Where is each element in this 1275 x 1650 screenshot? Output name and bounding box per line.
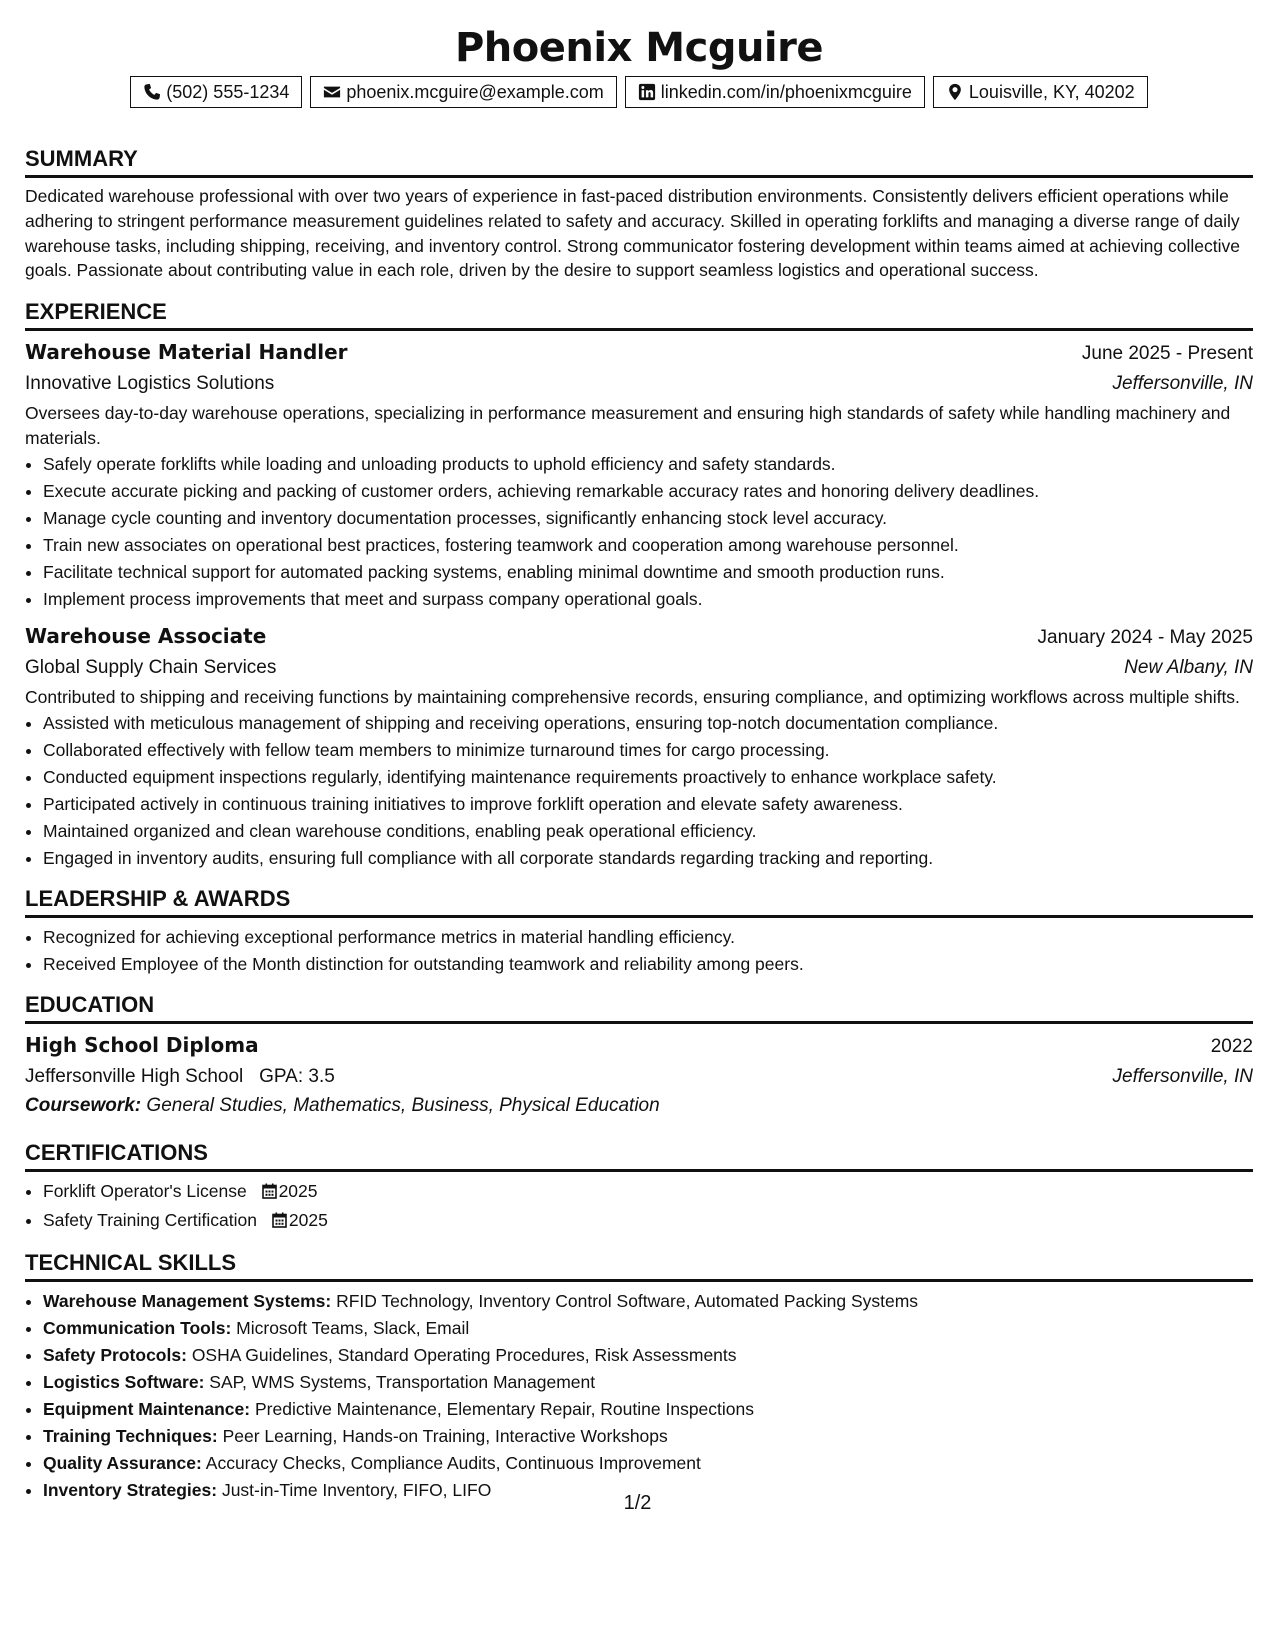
graduation-year: 2022 [1210, 1035, 1253, 1057]
candidate-name: Phoenix Mcguire [454, 25, 823, 71]
skill-label: Logistics Software: [43, 1371, 205, 1392]
job-dates: January 2024 - May 2025 [1037, 626, 1253, 648]
section-title-experience: EXPERIENCE [25, 299, 1253, 331]
location-text: Louisville, KY, 40202 [968, 81, 1135, 102]
section-title-certifications: CERTIFICATIONS [25, 1140, 1253, 1172]
list-item [43, 1315, 1253, 1342]
company-name: Global Supply Chain Services [25, 656, 277, 678]
list-item: • Recognized for achieving exceptional performance metrics in material handling efficiency. [43, 924, 1253, 951]
list-item: • Maintained organized and clean warehouse conditions, enabling peak operational efficiency. [43, 818, 1253, 845]
job-entry [25, 337, 1253, 613]
linkedin-icon [638, 83, 656, 101]
email-chip[interactable] [310, 76, 616, 108]
skill-label: Inventory Strategies: [43, 1479, 218, 1500]
list-item [43, 1342, 1253, 1369]
list-item: • Implement process improvements that meet and surpass company operational goals. [43, 586, 1253, 613]
list-item: • Participated actively in continuous training initiatives to improve forklift operation and elevate safety awareness. [43, 791, 1253, 818]
skill-value: Predictive Maintenance, Elementary Repair, Routine Inspections [254, 1398, 754, 1419]
job-bullets [25, 451, 1253, 613]
section-title-skills: TECHNICAL SKILLS [25, 1250, 1253, 1282]
calendar-icon [272, 1209, 287, 1236]
school-location: Jeffersonville, IN [1112, 1065, 1253, 1087]
certifications-section [25, 1140, 1253, 1236]
skills-section [25, 1250, 1253, 1504]
list-item: • Received Employee of the Month distinction for outstanding teamwork and reliability among peers. [43, 951, 1253, 978]
location-chip [933, 76, 1148, 108]
skill-value: SAP, WMS Systems, Transportation Management [209, 1371, 596, 1392]
list-item [43, 1396, 1253, 1423]
experience-section [25, 299, 1253, 871]
page-number: 1/2 [623, 1492, 652, 1514]
summary-text: Dedicated warehouse professional with over two years of experience in fast-paced distribution environments. Consistently delivers efficient operations while adhering to stringent performance measurement guidelines related to safety and accuracy. Skilled in operating forklifts and managing a diverse range of daily warehouse tasks, including shipping, receiving, and inventory control. Strong communicator fostering development within teams aimed at achieving collective goals. Passionate about contributing value in each role, driven by the desire to support seamless logistics and operational success. [25, 186, 1240, 281]
job-bullets [25, 710, 1253, 872]
cert-name: Safety Training Certification [43, 1209, 257, 1230]
section-title-leadership: LEADERSHIP & AWARDS [25, 886, 1253, 918]
phone-chip[interactable] [130, 76, 302, 108]
skill-value: RFID Technology, Inventory Control Software, Automated Packing Systems [336, 1290, 919, 1311]
education-section [25, 992, 1253, 1120]
skill-value: Accuracy Checks, Compliance Audits, Continuous Improvement [205, 1452, 701, 1473]
list-item: • Conducted equipment inspections regularly, identifying maintenance requirements proactively to enhance workplace safety. [43, 764, 1253, 791]
list-item: • Facilitate technical support for automated packing systems, enabling minimal downtime and smooth production runs. [43, 559, 1253, 586]
skill-value: OSHA Guidelines, Standard Operating Procedures, Risk Assessments [191, 1344, 737, 1365]
list-item: • Train new associates on operational best practices, fostering teamwork and cooperation among warehouse personnel. [43, 532, 1253, 559]
list-item [43, 1369, 1253, 1396]
resume-page [25, 22, 1253, 1504]
job-description: Oversees day-to-day warehouse operations, specializing in performance measurement and ensuring high standards of safety while handling machinery and materials. [25, 403, 1231, 448]
job-entry [25, 621, 1253, 872]
calendar-icon [262, 1180, 277, 1207]
list-item: • Safely operate forklifts while loading and unloading products to uphold efficiency and safety standards. [43, 451, 1253, 478]
list-item: • Execute accurate picking and packing of customer orders, achieving remarkable accuracy rates and honoring delivery deadlines. [43, 478, 1253, 505]
gpa: GPA: 3.5 [259, 1065, 335, 1087]
leadership-section [25, 886, 1253, 978]
awards-list [25, 924, 1253, 978]
envelope-icon [323, 83, 341, 101]
list-item: • Manage cycle counting and inventory documentation processes, significantly enhancing stock level accuracy. [43, 505, 1253, 532]
linkedin-url: linkedin.com/in/phoenixmcguire [660, 81, 912, 102]
list-item: • Assisted with meticulous management of shipping and receiving operations, ensuring top-notch documentation compliance. [43, 710, 1253, 737]
job-description: Contributed to shipping and receiving functions by maintaining comprehensive records, ensuring compliance, and optimizing workflows across multiple shifts. [25, 686, 1240, 707]
certifications-list [25, 1178, 1253, 1236]
skill-label: Communication Tools: [43, 1317, 232, 1338]
job-dates: June 2025 - Present [1081, 343, 1253, 365]
job-title: Warehouse Associate [25, 623, 267, 648]
skill-label: Equipment Maintenance: [43, 1398, 251, 1419]
job-title: Warehouse Material Handler [25, 340, 348, 365]
phone-icon [143, 83, 161, 101]
phone-number: (502) 555-1234 [166, 81, 290, 102]
list-item [43, 1288, 1253, 1315]
list-item [43, 1423, 1253, 1450]
list-item: • Engaged in inventory audits, ensuring full compliance with all corporate standards regarding tracking and reporting. [43, 845, 1253, 872]
list-item [43, 1178, 1253, 1207]
degree-name: High School Diploma [25, 1032, 259, 1057]
map-pin-icon [946, 83, 964, 101]
school-name: Jeffersonville High School [25, 1065, 244, 1087]
summary-section [25, 146, 1253, 283]
skill-value: Just-in-Time Inventory, FIFO, LIFO [221, 1479, 492, 1500]
skill-label: Training Techniques: [43, 1425, 218, 1446]
company-name: Innovative Logistics Solutions [25, 373, 275, 395]
list-item: • Collaborated effectively with fellow team members to minimize turnaround times for cargo processing. [43, 737, 1253, 764]
job-location: New Albany, IN [1124, 656, 1253, 678]
section-title-education: EDUCATION [25, 992, 1253, 1024]
cert-year: 2025 [288, 1209, 328, 1230]
skill-label: Quality Assurance: [43, 1452, 202, 1473]
list-item [43, 1450, 1253, 1477]
email-address: phoenix.mcguire@example.com [346, 81, 604, 102]
linkedin-chip[interactable] [625, 76, 925, 108]
skills-list [25, 1288, 1253, 1504]
skill-value: Peer Learning, Hands-on Training, Interactive Workshops [222, 1425, 668, 1446]
coursework-label: Coursework: [25, 1094, 142, 1116]
contact-bar [25, 76, 1253, 108]
job-location: Jeffersonville, IN [1112, 373, 1253, 395]
section-title-summary: SUMMARY [25, 146, 1253, 178]
skill-label: Warehouse Management Systems: [43, 1290, 332, 1311]
skill-value: Microsoft Teams, Slack, Email [236, 1317, 470, 1338]
cert-year: 2025 [278, 1180, 318, 1201]
skill-label: Safety Protocols: [43, 1344, 187, 1365]
cert-name: Forklift Operator's License [43, 1180, 247, 1201]
coursework-text: General Studies, Mathematics, Business, Physical Education [146, 1094, 660, 1116]
coursework-line [25, 1092, 1253, 1120]
list-item [43, 1207, 1253, 1236]
